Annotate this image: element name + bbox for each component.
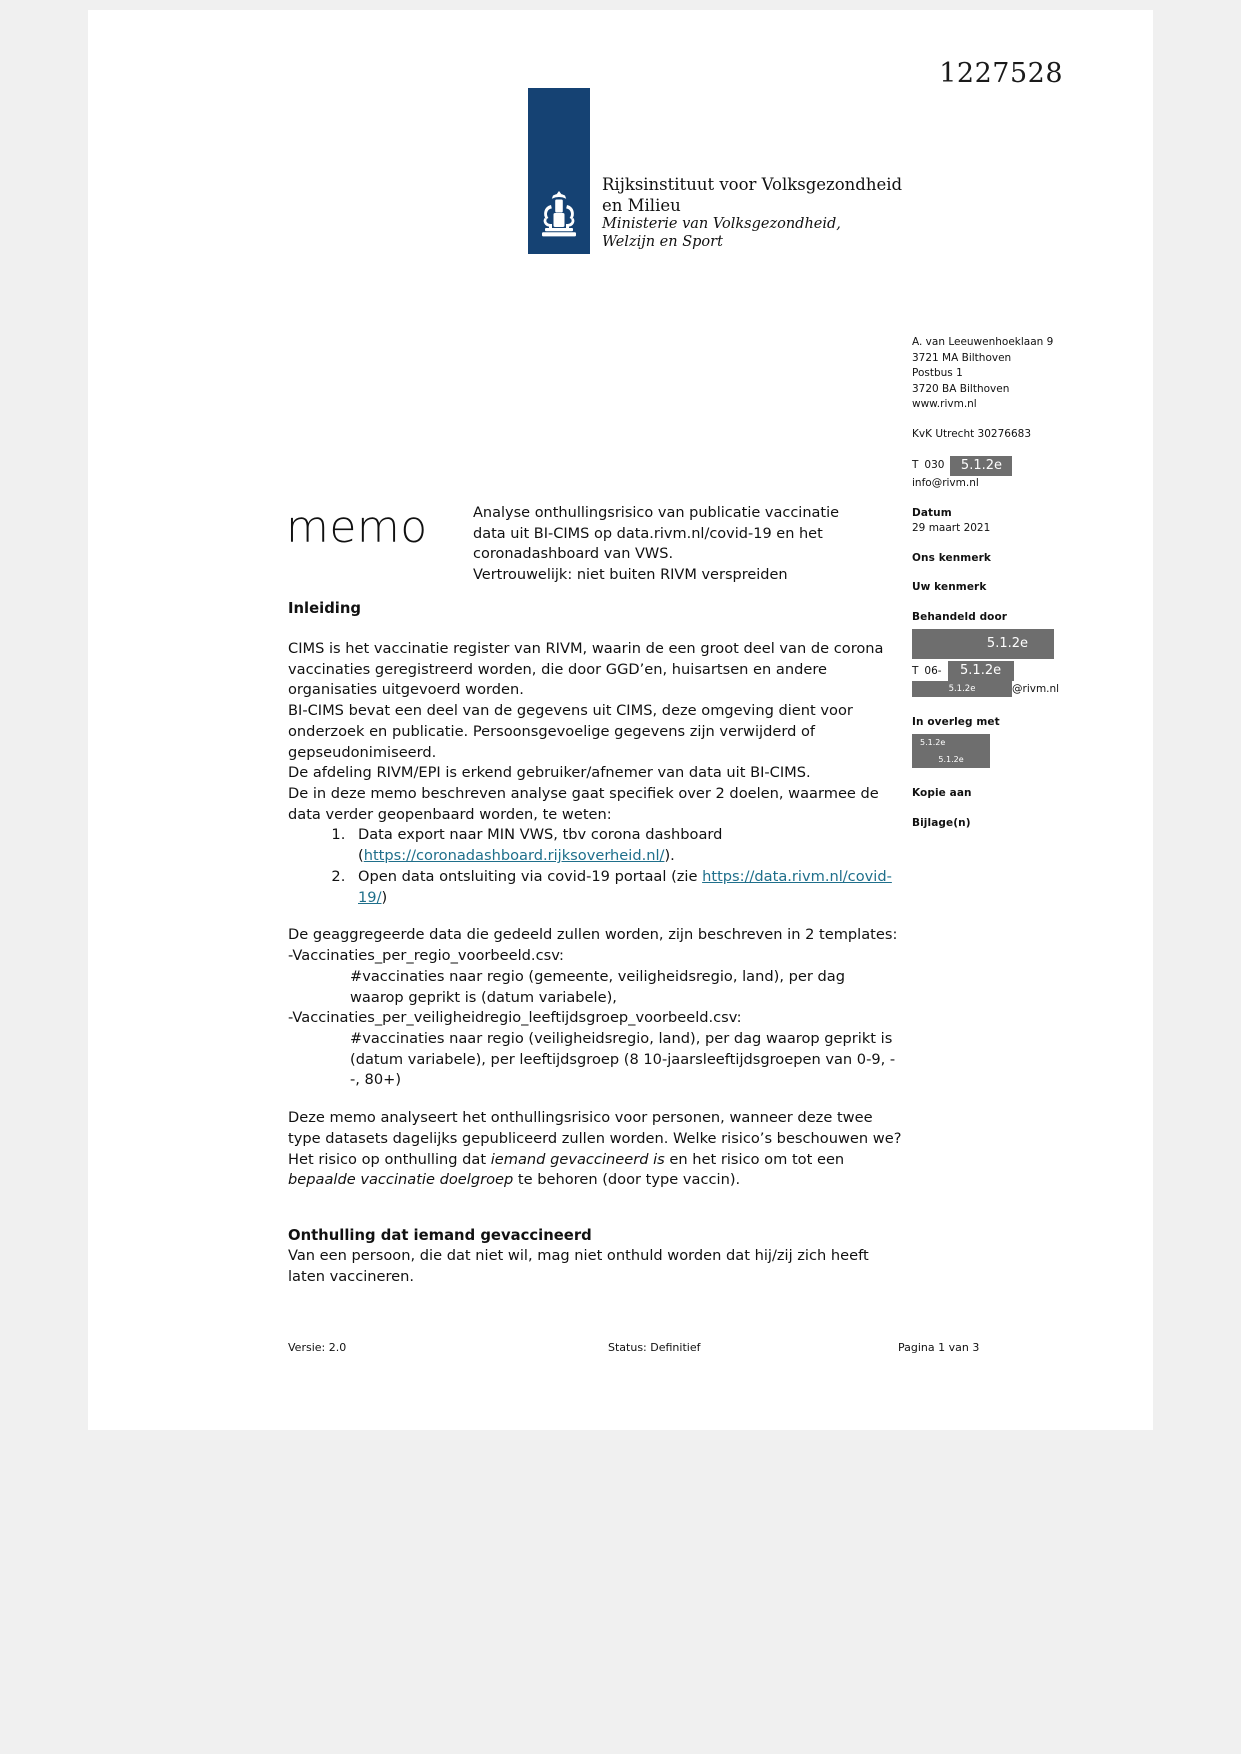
memo-subject-line-4: Vertrouwelijk: niet buiten RIVM verspreiden: [473, 566, 788, 583]
risico-italic-1: iemand gevaccineerd is: [490, 1150, 665, 1168]
datum-block: [912, 506, 1132, 537]
telephone-redaction: 5.1.2e: [950, 456, 1012, 476]
behandeld-door-label: Behandeld door: [912, 610, 1008, 623]
paragraph-4: De in deze memo beschreven analyse gaat specifiek over 2 doelen, waarmee de data verder geopenbaard worden, te weten:: [288, 785, 879, 823]
personal-email-row: [912, 681, 1132, 699]
coronadashboard-link[interactable]: https://coronadashboard.rijksoverheid.nl/: [363, 847, 665, 865]
address-line-4: 3720 BA Bilthoven: [912, 382, 1010, 395]
letterhead-sidebar: [912, 335, 1132, 845]
scan-id-number: 1227528: [939, 58, 1063, 89]
paragraph-onthulling: Van een persoon, die dat niet wil, mag niet onthuld worden dat hij/zij zich heeft laten vaccineren.: [288, 1246, 869, 1285]
in-overleg-redaction-1: 5.1.2e: [912, 734, 990, 751]
template-2-description: #vaccinaties naar regio (veiligheidsregio, land), per dag waarop geprikt is (datum variabele), per leeftijdsgroep (8 10-jaarsleeftijdsgroepen van 0-9, --, 80+): [350, 1029, 896, 1089]
document-page: [88, 10, 1153, 1430]
telephone-row: [912, 456, 1132, 476]
address-line-3: Postbus 1: [912, 367, 963, 380]
template-2-filename: -Vaccinaties_per_veiligheidregio_leeftijdsgroep_voorbeeld.csv:: [288, 1009, 742, 1027]
logo-line-1: Rijksinstituut voor Volksgezondheid: [602, 175, 903, 195]
mobile-label: T: [912, 664, 919, 677]
list-item-1-text-after: ).: [664, 847, 675, 865]
address-line-2: 3721 MA Bilthoven: [912, 351, 1012, 364]
footer-pagina: Pagina 1 van 3: [898, 1341, 980, 1354]
risico-text-b: en het risico om tot een: [664, 1150, 845, 1168]
kvk-number: KvK Utrecht 30276683: [912, 427, 1031, 440]
rivm-logo: [528, 88, 902, 254]
mobile-row: [912, 661, 1132, 681]
paragraph-risico: [288, 1108, 903, 1191]
list-item: [350, 867, 903, 908]
logo-line-4: Welzijn en Sport: [602, 234, 723, 251]
memo-subject-line-2: data uit BI-CIMS op data.rivm.nl/covid-19 en het: [473, 525, 823, 542]
heading-inleiding: Inleiding: [288, 600, 362, 617]
in-overleg-met-block: [912, 715, 1132, 768]
bijlage-label: Bijlage(n): [912, 816, 971, 829]
behandeld-door-redaction: 5.1.2e: [912, 629, 1054, 659]
risico-italic-2: bepaalde vaccinatie doelgroep: [288, 1171, 514, 1189]
behandeld-door-block: [912, 610, 1132, 700]
heading-onthulling: Onthulling dat iemand gevaccineerd: [288, 1226, 592, 1244]
mobile-redaction: 5.1.2e: [948, 661, 1014, 681]
list-item-1-text-before: Data export naar MIN VWS, tbv corona dashboard (: [358, 826, 723, 865]
uw-kenmerk-label: Uw kenmerk: [912, 581, 987, 594]
list-item-2-text-after: ): [381, 888, 388, 906]
footer-status: Status: Definitief: [608, 1341, 701, 1354]
dutch-state-coat-of-arms-icon: [536, 188, 582, 240]
in-overleg-redaction-2: 5.1.2e: [912, 751, 990, 768]
ons-kenmerk-block: [912, 551, 1132, 567]
data-rivm-covid-link[interactable]: https://data.rivm.nl/covid-19/: [358, 867, 892, 906]
template-1-filename: -Vaccinaties_per_regio_voorbeeld.csv:: [288, 947, 564, 965]
memo-subject: [473, 503, 893, 585]
logo-blue-bar: [528, 88, 590, 254]
spacer: [288, 1091, 903, 1108]
template-1-description: #vaccinaties naar regio (gemeente, veiligheidsregio, land), per dag waarop geprikt is (datum variabele),: [350, 967, 845, 1006]
kopie-aan-label: Kopie aan: [912, 786, 972, 799]
paragraph-2: BI-CIMS bevat een deel van de gegevens uit CIMS, deze omgeving dient voor onderzoek en publicatie. Persoonsgevoelige gegevens zijn verwijderd of gepseudonimiseerd.: [288, 702, 853, 761]
footer-versie: Versie: 2.0: [288, 1341, 347, 1354]
website-url: www.rivm.nl: [912, 398, 977, 411]
address-block: [912, 335, 1132, 413]
memo-title: memo: [286, 502, 428, 553]
logo-line-2: en Milieu: [602, 195, 681, 215]
ons-kenmerk-label: Ons kenmerk: [912, 551, 991, 564]
paragraph-3: De afdeling RIVM/EPI is erkend gebruiker/afnemer van data uit BI-CIMS.: [288, 764, 811, 782]
risico-text-a: Deze memo analyseert het onthullingsrisico voor personen, wanneer deze twee type datasets dagelijks gepubliceerd zullen worden. Welke risico’s beschouwen we? Het risico op onthulling dat: [288, 1109, 902, 1168]
datum-label: Datum: [912, 506, 952, 519]
contact-block: [912, 456, 1132, 492]
email-address: info@rivm.nl: [912, 477, 979, 490]
kopie-aan-block: [912, 786, 1132, 802]
paragraph-1: CIMS is het vaccinatie register van RIVM, waarin de een groot deel van de corona vaccinaties geregistreerd worden, die door GGD’en, huisartsen en andere organisaties uitgevoerd worden.: [288, 640, 884, 699]
bijlage-block: [912, 816, 1132, 832]
telephone-prefix: 030: [924, 459, 945, 472]
document-body: [288, 598, 903, 1287]
doelen-list: [288, 825, 903, 908]
kvk-block: [912, 427, 1132, 443]
risico-text-c: te behoren (door type vaccin).: [513, 1171, 741, 1189]
in-overleg-met-label: In overleg met: [912, 716, 1000, 729]
page-footer: [288, 1341, 1003, 1354]
uw-kenmerk-block: [912, 580, 1132, 596]
list-item-2-text-before: Open data ontsluiting via covid-19 portaal (zie: [358, 867, 703, 885]
mobile-prefix: 06-: [924, 664, 942, 677]
address-line-1: A. van Leeuwenhoeklaan 9: [912, 336, 1054, 348]
datum-value: 29 maart 2021: [912, 522, 991, 535]
personal-email-domain: @rivm.nl: [1012, 683, 1060, 696]
personal-email-redaction: 5.1.2e: [912, 681, 1012, 697]
telephone-label: T: [912, 459, 919, 472]
spacer: [288, 908, 903, 925]
logo-line-3: Ministerie van Volksgezondheid,: [602, 216, 841, 233]
paragraph-5: De geaggregeerde data die gedeeld zullen worden, zijn beschreven in 2 templates:: [288, 926, 898, 944]
memo-subject-line-1: Analyse onthullingsrisico van publicatie vaccinatie: [473, 505, 840, 521]
memo-subject-line-3: coronadashboard van VWS.: [473, 546, 674, 563]
list-item: [350, 825, 903, 866]
